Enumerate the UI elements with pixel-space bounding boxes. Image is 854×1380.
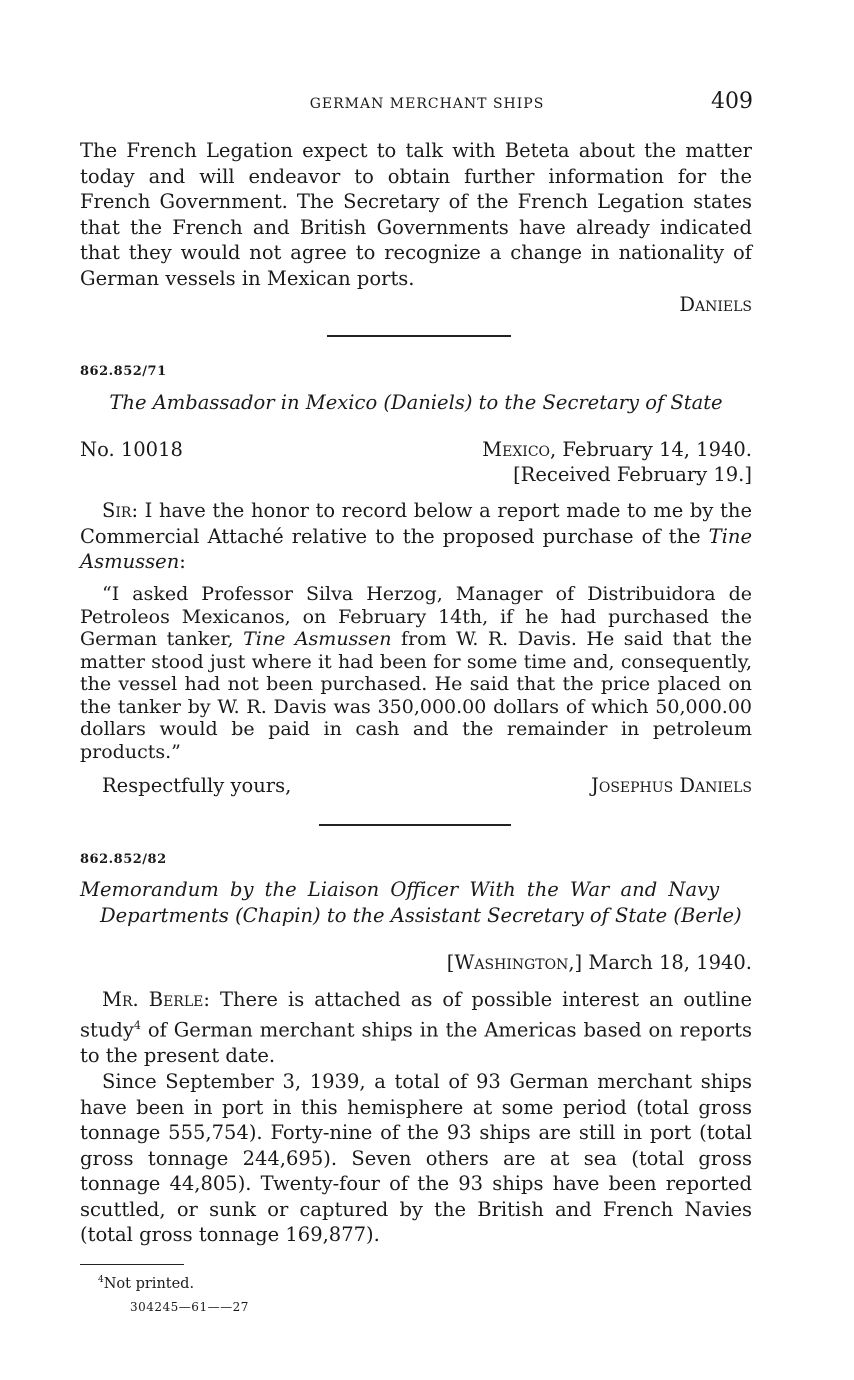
date: March 18, 1940. — [582, 951, 752, 974]
section-divider — [319, 824, 511, 826]
place: [Washington,] — [446, 951, 583, 974]
place: Mexico — [482, 438, 551, 461]
date: , February 14, 1940. — [550, 438, 752, 461]
file-number: 862.852/82 — [80, 852, 167, 867]
paragraph-mr-berle — [80, 987, 752, 1068]
memo-title-line-2: Departments (Chapin) to the Assistant Secretary of State (Berle) — [100, 904, 742, 927]
para1-end: of German merchant ships in the Americas based on reports to the present date. — [80, 1018, 752, 1067]
ship-name: Tine Asmussen — [80, 524, 752, 573]
footnote — [98, 1275, 194, 1292]
footnote-marker: 4 — [98, 1275, 104, 1285]
intro-end: : — [179, 550, 186, 573]
quoted-report — [80, 583, 752, 763]
salutation: Sir — [102, 499, 132, 522]
printer-code: 304245—61——27 — [130, 1300, 249, 1314]
footnote-rule — [80, 1264, 184, 1265]
running-title: GERMAN MERCHANT SHIPS — [309, 96, 545, 112]
memo-dateline — [447, 951, 752, 974]
received-date: [Received February 19.] — [513, 463, 752, 486]
section-divider — [327, 335, 511, 337]
file-number: 862.852/71 — [80, 364, 167, 379]
signature-josephus-daniels: Josephus Daniels — [591, 774, 752, 797]
dateline — [482, 438, 752, 461]
closing: Respectfully yours, — [102, 774, 292, 797]
paragraph-salutation — [80, 498, 752, 575]
footnote-ref: 4 — [133, 1018, 141, 1032]
memo-title-line-1: Memorandum by the Liaison Officer With the War and Navy — [80, 878, 720, 901]
quote-part-1: “I asked Professor Silva Herzog, Manager of Distribuidora de Petroleos Mexicanos, on February 14th, if he had purchased the German tanker, — [80, 583, 752, 650]
intro-text: : I have the honor to record below a report made to me by the Commercial Attaché relative to the proposed purchase of the — [80, 499, 752, 548]
quote-part-2: from W. R. Davis. He said that the matter stood just where it had been for some time and, consequently, the vessel had not been purchased. He said that the price placed on the tanker by W. R. Davis was 350,000.00 dollars of which 50,000.00 dollars would be paid in cash and the remainder in petroleum products.” — [80, 628, 752, 763]
addressee: Mr. Berle — [102, 988, 204, 1011]
signature-daniels: Daniels — [679, 293, 752, 316]
quote-ship-name: Tine Asmussen — [243, 628, 392, 650]
paragraph-ship-statistics: Since September 3, 1939, a total of 93 German merchant ships have been in port in this hemisphere at some period (total gross tonnage 555,754). Forty-nine of the 93 ships are still in port (total gross tonnage 244,695). Seven others are at sea (total gross tonnage 44,805). Twenty-four of the 93 ships have been reported scuttled, or sunk or captured by the British and French Navies (total gross tonnage 169,877). — [80, 1070, 752, 1246]
para1-text: : There is attached as of possible interest an outline study — [80, 988, 752, 1041]
page-number: 409 — [711, 89, 753, 114]
document-title: The Ambassador in Mexico (Daniels) to the Secretary of State — [109, 391, 723, 414]
footnote-text: Not printed. — [103, 1275, 195, 1292]
despatch-number: No. 10018 — [80, 438, 183, 461]
paragraph-french-legation: The French Legation expect to talk with Beteta about the matter today and will endeavor to obtain further information for the French Government. The Secretary of the French Legation states that the French and British Governments have already indicated that they would not agree to recognize a change in nationality of German vessels in Mexican ports. — [80, 139, 752, 290]
